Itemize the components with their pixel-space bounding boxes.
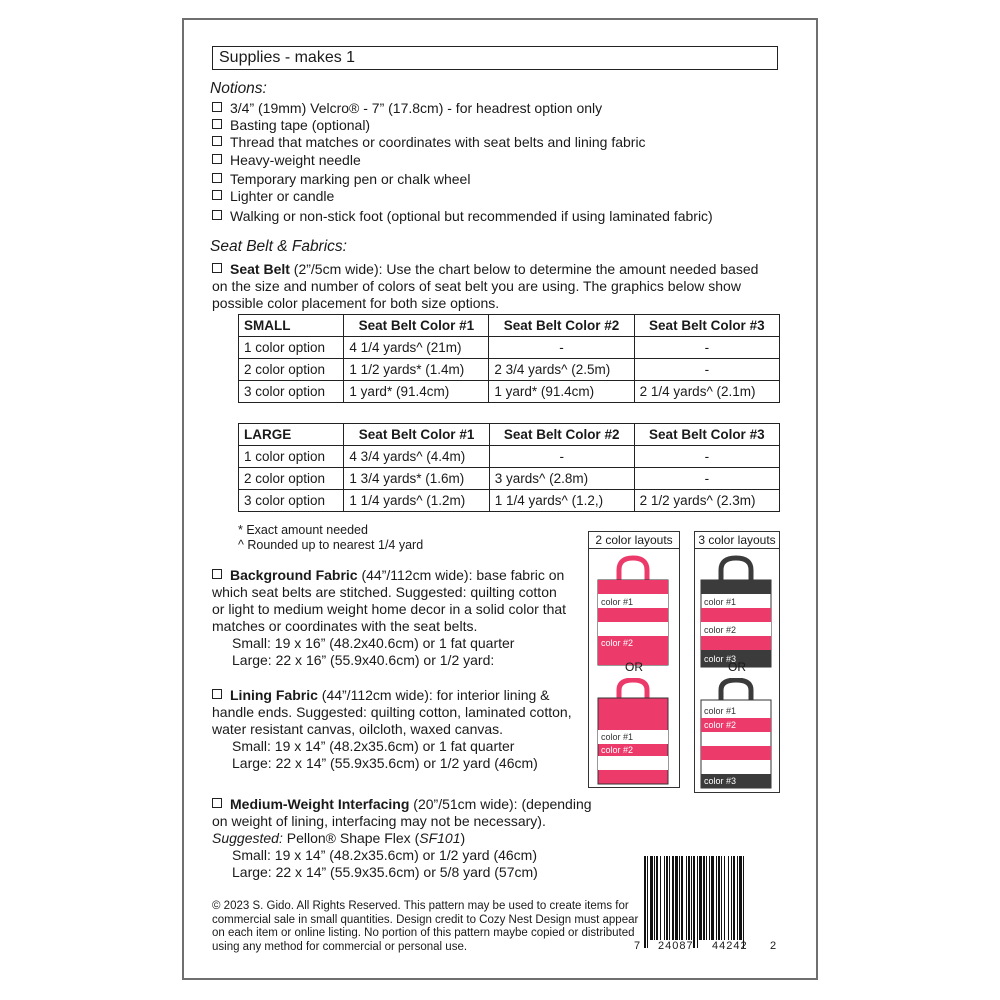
table-cell: 2 1/2 yards^ (2.3m) xyxy=(634,490,779,512)
table-cell: 1 yard* (91.4cm) xyxy=(344,381,489,403)
barcode-bar xyxy=(697,856,698,948)
barcode-bar xyxy=(733,856,735,940)
seat-belt-paragraph xyxy=(212,261,812,312)
copyright-line-4: using any method for commercial or personal use. xyxy=(212,940,468,953)
checkbox-icon xyxy=(212,119,222,129)
background-fabric-text-1: (44”/112cm wide): base fabric on xyxy=(357,567,565,583)
barcode-bar xyxy=(728,856,729,940)
checkbox-icon xyxy=(212,173,222,183)
barcode-bar xyxy=(647,856,648,948)
checkbox-icon xyxy=(212,798,222,808)
table-cell: - xyxy=(634,468,779,490)
background-fabric-text-4: matches or coordinates with the seat belts. xyxy=(212,618,478,634)
barcode-bar xyxy=(706,856,707,940)
three-color-layouts-panel xyxy=(694,531,780,793)
note-exact: * Exact amount needed xyxy=(238,523,368,537)
barcode-bar xyxy=(703,856,705,940)
copyright-line-3: on each item or online listing. No portion of this pattern maybe copied or distributed xyxy=(212,927,635,939)
bag-handle xyxy=(721,680,751,702)
checkbox-icon xyxy=(212,190,222,200)
seat-belt-label: Seat Belt xyxy=(230,261,290,277)
table-cell: 1 color option xyxy=(239,337,344,359)
barcode-bars xyxy=(632,854,782,950)
interfacing-text-1: (20”/51cm wide): (depending xyxy=(409,796,592,812)
barcode-group-1: 24087 xyxy=(658,940,694,952)
interfacing-text-2: on weight of lining, interfacing may not be necessary). xyxy=(212,813,546,829)
barcode-bar xyxy=(688,856,690,940)
table-cell: 2 1/4 yards^ (2.1m) xyxy=(634,381,779,403)
barcode-bar xyxy=(737,856,738,940)
background-fabric-large: Large: 22 x 16” (55.9x40.6cm) or 1/2 yard: xyxy=(232,652,495,668)
barcode-bar xyxy=(691,856,692,940)
table-cell: 3 yards^ (2.8m) xyxy=(489,468,634,490)
table-cell: 3 color option xyxy=(239,490,344,512)
table-cell: 1 1/4 yards^ (1.2,) xyxy=(489,490,634,512)
color-3-label: color #3 xyxy=(704,654,737,664)
barcode-bar xyxy=(716,856,717,940)
stripe-dark xyxy=(701,580,771,594)
notion-text: Heavy-weight needle xyxy=(230,152,361,168)
checkbox-icon xyxy=(212,102,222,112)
table-header-cell: Seat Belt Color #3 xyxy=(634,315,779,337)
color-2-label: color #2 xyxy=(601,745,634,755)
bag-handle xyxy=(619,558,647,582)
notion-item xyxy=(212,117,370,134)
lining-fabric-small: Small: 19 x 14” (48.2x35.6cm) or 1 fat quarter xyxy=(232,738,515,754)
checkbox-icon xyxy=(212,263,222,273)
suggested-label: Suggested: xyxy=(212,830,283,846)
table-cell: - xyxy=(634,359,779,381)
table-header-cell: Seat Belt Color #1 xyxy=(344,315,489,337)
color-2-label: color #2 xyxy=(704,625,737,635)
suggested-close: ) xyxy=(460,830,466,846)
two-color-layouts-title: 2 color layouts xyxy=(589,532,679,549)
checkbox-icon xyxy=(212,569,222,579)
barcode-bar xyxy=(718,856,720,940)
supplies-title: Supplies - makes 1 xyxy=(212,46,778,70)
seat-belt-text-1: (2”/5cm wide): Use the chart below to determine the amount needed based xyxy=(289,261,759,277)
notion-text: Basting tape (optional) xyxy=(230,117,371,133)
table-header-cell: Seat Belt Color #2 xyxy=(489,315,634,337)
table-header-cell: Seat Belt Color #3 xyxy=(634,424,779,446)
stripe-pink xyxy=(598,608,668,622)
large-size-table xyxy=(238,423,780,512)
color-1-label: color #1 xyxy=(601,597,634,607)
notion-item xyxy=(212,134,646,151)
upc-barcode xyxy=(632,854,782,964)
stripe-white xyxy=(598,756,668,770)
color-1-label: color #1 xyxy=(704,597,737,607)
note-rounded: ^ Rounded up to nearest 1/4 yard xyxy=(238,538,424,552)
notion-text: 3/4” (19mm) Velcro® - 7” (17.8cm) - for headrest option only xyxy=(230,100,603,116)
barcode-bar xyxy=(666,856,668,940)
copyright-line-2: commercial sale in small quantities. Design credit to Cozy Nest Design must appear xyxy=(212,913,639,926)
table-header-cell: Seat Belt Color #1 xyxy=(344,424,489,446)
or-label: OR xyxy=(728,660,746,674)
three-color-layouts-title: 3 color layouts xyxy=(695,532,779,549)
barcode-bar xyxy=(709,856,710,940)
table-row xyxy=(239,381,780,403)
table-cell: - xyxy=(489,337,634,359)
color-2-label: color #2 xyxy=(704,720,737,730)
barcode-bar xyxy=(699,856,702,940)
seat-belt-text-3: possible color placement for both size options. xyxy=(212,295,500,311)
table-cell: 2 color option xyxy=(239,468,344,490)
barcode-bar xyxy=(672,856,674,940)
bag-handle xyxy=(721,558,751,582)
barcode-bar xyxy=(693,856,695,948)
color-3-label: color #3 xyxy=(704,776,737,786)
table-header-cell: LARGE xyxy=(239,424,344,446)
background-fabric-text-2: which seat belts are stitched. Suggested: quilting cotton xyxy=(212,584,557,600)
notion-text: Temporary marking pen or chalk wheel xyxy=(230,171,471,187)
barcode-bar xyxy=(679,856,680,940)
suggested-code: SF101 xyxy=(419,830,461,846)
interfacing-label: Medium-Weight Interfacing xyxy=(230,796,410,812)
lining-fabric-text-3: water resistant canvas, oilcloth, waxed canvas. xyxy=(212,721,504,737)
three-color-bag-bottom xyxy=(695,678,778,793)
copyright-notice xyxy=(212,900,642,954)
notion-item xyxy=(212,171,470,188)
barcode-group-2: 44242 xyxy=(712,940,748,952)
barcode-bar xyxy=(669,856,670,940)
table-cell: - xyxy=(634,337,779,359)
table-row xyxy=(239,337,780,359)
notion-text: Walking or non-stick foot (optional but recommended if using laminated fabric) xyxy=(230,208,713,224)
lining-fabric-text-2: handle ends. Suggested: quilting cotton, laminated cotton, xyxy=(212,704,572,720)
barcode-bar xyxy=(644,856,646,948)
or-label: OR xyxy=(625,660,643,674)
barcode-bar xyxy=(739,856,742,940)
table-cell: 3 color option xyxy=(239,381,344,403)
notion-item xyxy=(212,100,602,117)
interfacing-section xyxy=(212,796,632,881)
background-fabric-small: Small: 19 x 16” (48.2x40.6cm) or 1 fat quarter xyxy=(232,635,515,651)
barcode-bar xyxy=(731,856,732,940)
table-cell: 1 1/2 yards* (1.4m) xyxy=(344,359,489,381)
barcode-bar xyxy=(721,856,722,940)
table-cell: 1 1/4 yards^ (1.2m) xyxy=(344,490,489,512)
barcode-left-digit: 7 xyxy=(634,940,641,952)
stripe-white xyxy=(598,622,668,636)
checkbox-icon xyxy=(212,136,222,146)
color-2-label: color #2 xyxy=(601,638,634,648)
background-fabric-label: Background Fabric xyxy=(230,567,358,583)
notion-text: Lighter or candle xyxy=(230,188,335,204)
table-row xyxy=(239,490,780,512)
seat-belt-fabrics-heading: Seat Belt & Fabrics: xyxy=(210,238,347,255)
stripe-pink xyxy=(701,608,771,622)
interfacing-small: Small: 19 x 14” (48.2x35.6cm) or 1/2 yard (46cm) xyxy=(232,847,538,863)
table-cell: 4 1/4 yards^ (21m) xyxy=(344,337,489,359)
interfacing-large: Large: 22 x 14” (55.9x35.6cm) or 5/8 yard (57cm) xyxy=(232,864,538,880)
notion-text: Thread that matches or coordinates with seat belts and lining fabric xyxy=(230,134,646,150)
background-fabric-text-3: or light to medium weight home decor in a solid color that xyxy=(212,601,567,617)
two-color-layouts-panel xyxy=(588,531,680,788)
table-cell: 2 color option xyxy=(239,359,344,381)
suggested-text: Pellon® Shape Flex ( xyxy=(282,830,420,846)
two-color-bag-bottom xyxy=(589,678,678,788)
barcode-bar xyxy=(650,856,653,940)
table-header-cell: SMALL xyxy=(239,315,344,337)
notion-item xyxy=(212,152,361,169)
three-color-bag-top xyxy=(695,550,778,670)
table-cell: - xyxy=(634,446,779,468)
barcode-bar xyxy=(681,856,683,940)
bag-handle xyxy=(619,680,647,700)
table-cell: - xyxy=(489,446,634,468)
barcode-bar xyxy=(660,856,661,940)
table-cell: 4 3/4 yards^ (4.4m) xyxy=(344,446,489,468)
table-header-cell: Seat Belt Color #2 xyxy=(489,424,634,446)
color-1-label: color #1 xyxy=(601,732,634,742)
stripe-pink xyxy=(701,746,771,760)
background-fabric-section xyxy=(212,567,582,669)
lining-fabric-section xyxy=(212,687,582,772)
checkbox-icon xyxy=(212,154,222,164)
two-color-bag-top xyxy=(589,550,678,670)
notion-item xyxy=(212,188,334,205)
table-row xyxy=(239,468,780,490)
barcode-bar xyxy=(654,856,655,940)
table-notes xyxy=(238,523,423,553)
color-1-label: color #1 xyxy=(704,706,737,716)
table-cell: 1 color option xyxy=(239,446,344,468)
barcode-right-digit: 2 xyxy=(770,940,777,952)
pattern-back-page xyxy=(182,18,818,980)
barcode-bar xyxy=(686,856,687,940)
interfacing-suggested xyxy=(212,830,632,847)
seat-belt-text-2: on the size and number of colors of seat belt you are using. The graphics below show xyxy=(212,278,741,294)
lining-fabric-text-1: (44”/112cm wide): for interior lining & xyxy=(317,687,550,703)
notion-item xyxy=(212,208,713,225)
table-cell: 2 3/4 yards^ (2.5m) xyxy=(489,359,634,381)
table-row xyxy=(239,359,780,381)
barcode-bar xyxy=(675,856,678,940)
checkbox-icon xyxy=(212,210,222,220)
barcode-bar xyxy=(743,856,744,948)
barcode-bar xyxy=(656,856,658,940)
lining-fabric-large: Large: 22 x 14” (55.9x35.6cm) or 1/2 yard (46cm) xyxy=(232,755,538,771)
table-row xyxy=(239,446,780,468)
lining-fabric-label: Lining Fabric xyxy=(230,687,318,703)
copyright-line-1: © 2023 S. Gido. All Rights Reserved. This pattern may be used to create items for xyxy=(212,900,629,912)
table-cell: 1 3/4 yards* (1.6m) xyxy=(344,468,489,490)
stripe-pink xyxy=(598,580,668,594)
notions-heading: Notions: xyxy=(210,80,267,97)
stripe-pink xyxy=(701,636,771,650)
barcode-bar xyxy=(711,856,714,940)
small-size-table xyxy=(238,314,780,403)
table-cell: 1 yard* (91.4cm) xyxy=(489,381,634,403)
checkbox-icon xyxy=(212,689,222,699)
barcode-bar xyxy=(664,856,665,940)
barcode-bar xyxy=(724,856,725,940)
